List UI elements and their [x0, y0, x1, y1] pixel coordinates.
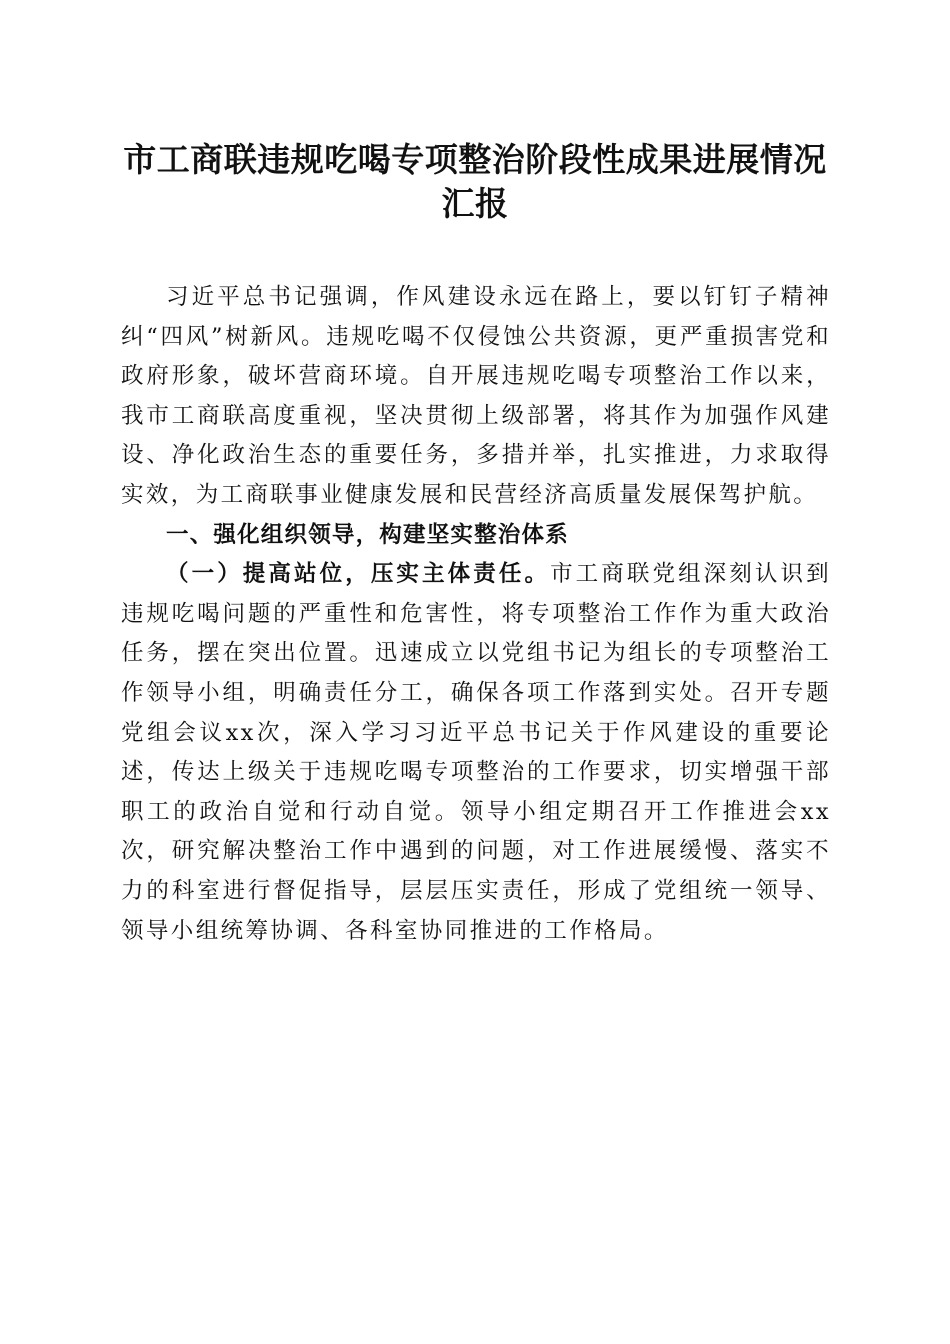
section-1-item-1-paragraph	[121, 555, 831, 951]
document-title: 市工商联违规吃喝专项整治阶段性成果进展情况汇报	[123, 140, 827, 223]
intro-paragraph: 习近平总书记强调，作风建设永远在路上，要以钉钉子精神纠“四风”树新风。违规吃喝不仅侵蚀公共资源，更严重损害党和政府形象，破坏营商环境。自开展违规吃喝专项整治工作以来，我市工商联高度重视，坚决贯彻上级部署，将其作为加强作风建设、净化政治生态的重要任务，多措并举，扎实推进，力求取得实效，为工商联事业健康发展和民营经济高质量发展保驾护航。	[121, 284, 831, 508]
item-text: 市工商联党组深刻认识到违规吃喝问题的严重性和危害性，将专项整治工作作为重大政治任务，摆在突出位置。迅速成立以党组书记为组长的专项整治工作领导小组，明确责任分工，确保各项工作落到实处。召开专题党组会议xx次，深入学习习近平总书记关于作风建设的重要论述，传达上级关于违规吃喝专项整治的工作要求，切实增强干部职工的政治自觉和行动自觉。领导小组定期召开工作推进会xx次，研究解决整治工作中遇到的问题，对工作进展缓慢、落实不力的科室进行督促指导，层层压实责任，形成了党组统一领导、领导小组统筹协调、各科室协同推进的工作格局。	[121, 561, 831, 944]
document-body	[121, 278, 831, 951]
section-heading-1: 一、强化组织领导，构建坚实整治体系	[166, 521, 569, 548]
item-lead: （一）提高站位，压实主体责任。	[166, 561, 551, 588]
